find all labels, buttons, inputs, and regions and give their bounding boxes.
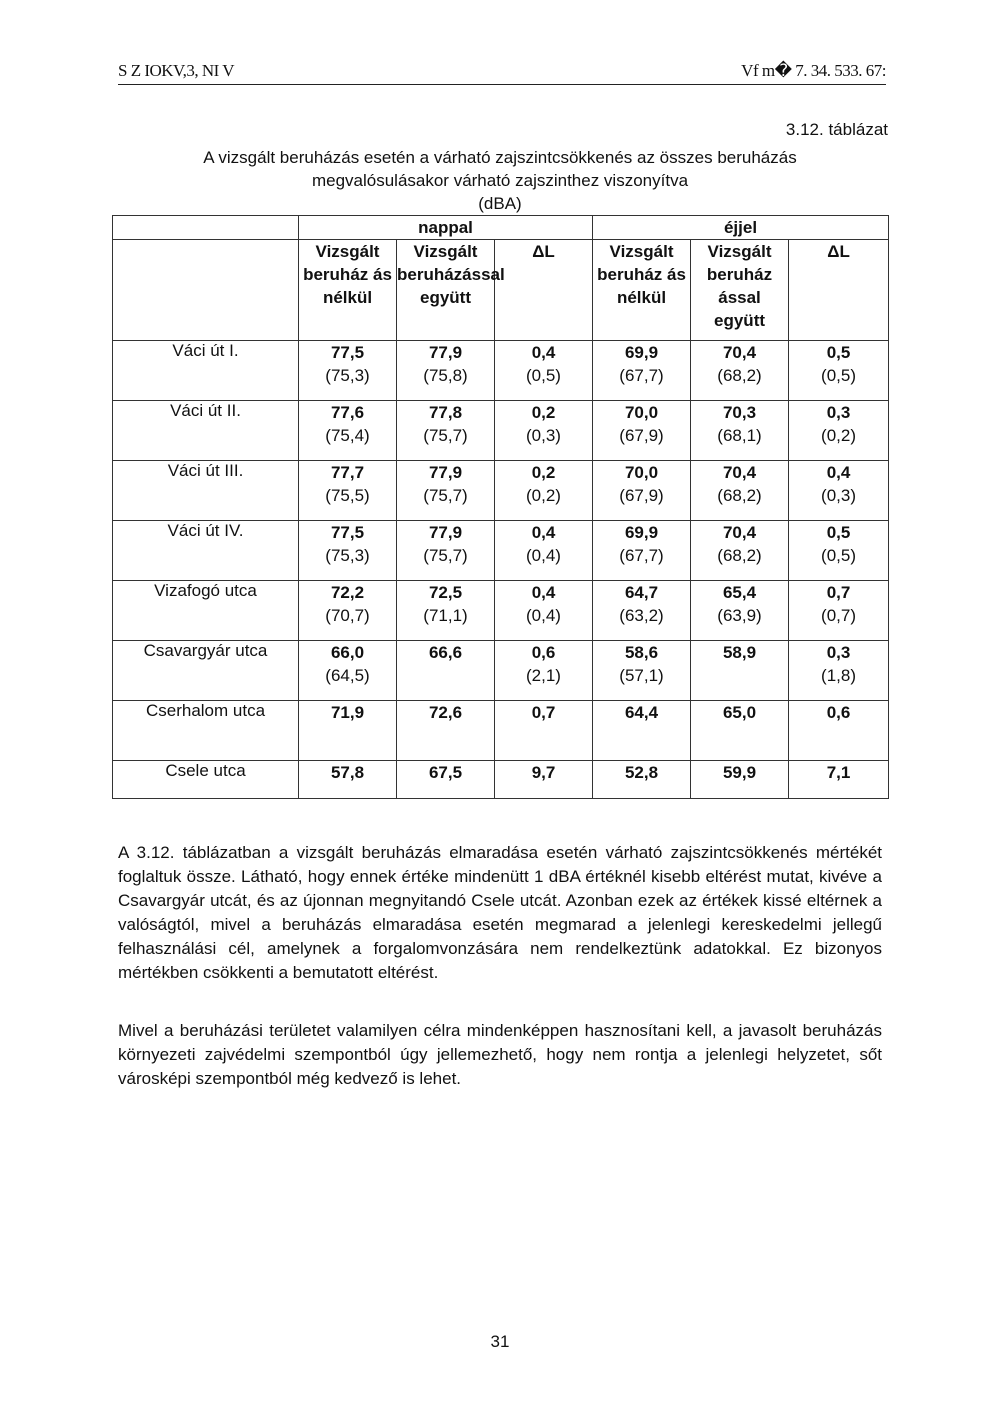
value-cell bbox=[593, 461, 691, 521]
cell-reference-value: (0,7) bbox=[821, 606, 856, 625]
header-right-text: Vf m� 7. 34. 533. 67: bbox=[741, 61, 886, 80]
cell-value: 66,0 bbox=[330, 643, 365, 662]
cell-value: 70,0 bbox=[624, 403, 659, 422]
cell-value: 0,7 bbox=[826, 583, 851, 602]
cell-value: 70,4 bbox=[722, 343, 757, 362]
cell-value: 0,7 bbox=[531, 703, 556, 722]
cell-reference-value: (68,2) bbox=[717, 546, 762, 565]
table-row bbox=[113, 521, 889, 581]
caption-line-2: megvalósulásakor várható zajszinthez viszonyítva bbox=[311, 171, 689, 190]
row-location-name: Vizafogó utca bbox=[113, 581, 299, 641]
table-row bbox=[113, 461, 889, 521]
row-location-name: Váci út III. bbox=[113, 461, 299, 521]
value-cell bbox=[299, 581, 397, 641]
cell-value: 77,6 bbox=[330, 403, 365, 422]
cell-value: 65,4 bbox=[722, 583, 757, 602]
cell-reference-value: (68,2) bbox=[717, 486, 762, 505]
cell-reference-value: (0,4) bbox=[526, 606, 561, 625]
group-header-night: éjjel bbox=[593, 216, 889, 240]
value-cell bbox=[495, 641, 593, 701]
row-location-name: Cserhalom utca bbox=[113, 701, 299, 761]
value-cell bbox=[593, 641, 691, 701]
value-cell bbox=[593, 521, 691, 581]
value-cell bbox=[299, 461, 397, 521]
cell-reference-value: (63,9) bbox=[717, 606, 762, 625]
value-cell bbox=[299, 641, 397, 701]
value-cell bbox=[593, 401, 691, 461]
value-cell bbox=[299, 701, 397, 761]
row-location-name: Váci út I. bbox=[113, 341, 299, 401]
group-header-day: nappal bbox=[299, 216, 593, 240]
cell-value: 0,4 bbox=[531, 523, 556, 542]
cell-reference-value: (0,3) bbox=[821, 486, 856, 505]
value-cell bbox=[299, 341, 397, 401]
cell-reference-value: (75,3) bbox=[325, 546, 370, 565]
cell-reference-value: (68,2) bbox=[717, 366, 762, 385]
row-location-name: Csele utca bbox=[113, 761, 299, 799]
cell-value: 0,4 bbox=[531, 583, 556, 602]
cell-value: 0,6 bbox=[531, 643, 556, 662]
value-cell bbox=[593, 581, 691, 641]
value-cell bbox=[397, 461, 495, 521]
cell-reference-value: (67,9) bbox=[619, 426, 664, 445]
value-cell bbox=[691, 341, 789, 401]
cell-value: 0,2 bbox=[531, 463, 556, 482]
cell-reference-value: (75,7) bbox=[423, 426, 468, 445]
cell-value: 0,5 bbox=[826, 343, 851, 362]
page-number: 31 bbox=[490, 1332, 510, 1351]
cell-reference-value: (75,3) bbox=[325, 366, 370, 385]
cell-value: 0,3 bbox=[826, 643, 851, 662]
cell-value: 72,6 bbox=[428, 703, 463, 722]
cell-reference-value: (0,5) bbox=[821, 546, 856, 565]
table-body bbox=[113, 341, 889, 799]
value-cell bbox=[495, 761, 593, 799]
value-cell bbox=[397, 641, 495, 701]
cell-reference-value: (1,8) bbox=[821, 666, 856, 685]
cell-value: 69,9 bbox=[624, 343, 659, 362]
cell-reference-value: (75,4) bbox=[325, 426, 370, 445]
cell-value: 77,9 bbox=[428, 523, 463, 542]
value-cell bbox=[495, 461, 593, 521]
cell-reference-value: (68,1) bbox=[717, 426, 762, 445]
value-cell bbox=[299, 761, 397, 799]
cell-value: 0,4 bbox=[531, 343, 556, 362]
cell-value: 9,7 bbox=[531, 763, 556, 782]
subheader-night-delta: ΔL bbox=[789, 240, 889, 341]
table-number-label: 3.12. táblázat bbox=[785, 120, 888, 139]
table-caption bbox=[112, 146, 888, 215]
cell-value: 0,4 bbox=[826, 463, 851, 482]
cell-value: 72,2 bbox=[330, 583, 365, 602]
empty-corner-cell bbox=[113, 216, 299, 240]
caption-line-3: (dBA) bbox=[478, 194, 522, 213]
value-cell bbox=[495, 341, 593, 401]
cell-reference-value: (75,8) bbox=[423, 366, 468, 385]
table-row bbox=[113, 581, 889, 641]
cell-value: 70,4 bbox=[722, 523, 757, 542]
cell-reference-value: (70,7) bbox=[325, 606, 370, 625]
cell-value: 77,7 bbox=[330, 463, 365, 482]
table-row bbox=[113, 761, 889, 799]
cell-reference-value: (0,4) bbox=[526, 546, 561, 565]
subheader-day-delta: ΔL bbox=[495, 240, 593, 341]
value-cell bbox=[397, 761, 495, 799]
subheader-night-with: Vizsgált beruház ással együtt bbox=[691, 240, 789, 341]
cell-value: 0,3 bbox=[826, 403, 851, 422]
cell-value: 64,4 bbox=[624, 703, 659, 722]
value-cell bbox=[691, 521, 789, 581]
cell-reference-value: (67,7) bbox=[619, 546, 664, 565]
value-cell bbox=[495, 581, 593, 641]
cell-value: 70,3 bbox=[722, 403, 757, 422]
value-cell bbox=[397, 701, 495, 761]
value-cell bbox=[789, 581, 889, 641]
cell-value: 77,9 bbox=[428, 343, 463, 362]
cell-reference-value: (0,5) bbox=[526, 366, 561, 385]
cell-reference-value: (0,3) bbox=[526, 426, 561, 445]
value-cell bbox=[397, 341, 495, 401]
value-cell bbox=[691, 581, 789, 641]
value-cell bbox=[397, 521, 495, 581]
value-cell bbox=[593, 341, 691, 401]
table-row bbox=[113, 401, 889, 461]
value-cell bbox=[789, 761, 889, 799]
table-row bbox=[113, 641, 889, 701]
cell-reference-value: (64,5) bbox=[325, 666, 370, 685]
cell-value: 65,0 bbox=[722, 703, 757, 722]
cell-reference-value: (57,1) bbox=[619, 666, 664, 685]
table-group-header-row bbox=[113, 216, 889, 240]
value-cell bbox=[397, 401, 495, 461]
cell-value: 70,4 bbox=[722, 463, 757, 482]
cell-value: 77,5 bbox=[330, 523, 365, 542]
value-cell bbox=[691, 641, 789, 701]
paragraph-2: Mivel a beruházási területet valamilyen célra mindenképpen hasznosítani kell, a javasolt beruházás környezeti zajvédelmi szempontból úgy jellemezhető, hogy nem rontja a jelenlegi helyzetet, sőt városképi szempontból még kedvező is lehet. bbox=[118, 1021, 882, 1088]
caption-line-1: A vizsgált beruházás esetén a várható zajszintcsökkenés az összes beruházás bbox=[203, 148, 797, 167]
cell-reference-value: (75,7) bbox=[423, 486, 468, 505]
cell-reference-value: (67,9) bbox=[619, 486, 664, 505]
value-cell bbox=[789, 461, 889, 521]
cell-value: 77,5 bbox=[330, 343, 365, 362]
cell-value: 7,1 bbox=[826, 763, 851, 782]
cell-reference-value: (0,2) bbox=[526, 486, 561, 505]
cell-value: 58,9 bbox=[722, 643, 757, 662]
value-cell bbox=[495, 521, 593, 581]
subheader-day-with: Vizsgált beruházással együtt bbox=[397, 240, 495, 341]
value-cell bbox=[789, 401, 889, 461]
value-cell bbox=[789, 521, 889, 581]
value-cell bbox=[299, 401, 397, 461]
value-cell bbox=[495, 401, 593, 461]
cell-value: 58,6 bbox=[624, 643, 659, 662]
value-cell bbox=[789, 641, 889, 701]
cell-reference-value: (75,5) bbox=[325, 486, 370, 505]
cell-value: 71,9 bbox=[330, 703, 365, 722]
cell-value: 57,8 bbox=[330, 763, 365, 782]
cell-reference-value: (75,7) bbox=[423, 546, 468, 565]
cell-value: 64,7 bbox=[624, 583, 659, 602]
paragraph-1: A 3.12. táblázatban a vizsgált beruházás elmaradása esetén várható zajszintcsökkenés mértékét foglaltuk össze. Látható, hogy ennek értéke mindenütt 1 dBA értéknél kisebb eltérést mutat, kivéve a Csavargyár utcát, és az újonnan megnyitandó Csele utcát. Azonban ezek az értékek kissé eltérnek a valóságtól, mivel a beruházás elmaradása esetén megmarad a jelenlegi kereskedelmi jellegű felhasználási cél, amelynek a forgalomvonzására nem rendelkeztünk adatokkal. Ez bizonyos mértékben csökkenti a bemutatott eltérést. bbox=[118, 843, 882, 982]
row-location-name: Váci út II. bbox=[113, 401, 299, 461]
empty-subheader-cell bbox=[113, 240, 299, 341]
value-cell bbox=[789, 341, 889, 401]
page-header bbox=[118, 60, 886, 85]
value-cell bbox=[495, 701, 593, 761]
table-subheader-row bbox=[113, 240, 889, 341]
cell-value: 59,9 bbox=[722, 763, 757, 782]
cell-reference-value: (71,1) bbox=[423, 606, 468, 625]
cell-reference-value: (63,2) bbox=[619, 606, 664, 625]
value-cell bbox=[691, 761, 789, 799]
cell-value: 0,5 bbox=[826, 523, 851, 542]
subheader-day-without: Vizsgált beruház ás nélkül bbox=[299, 240, 397, 341]
table-row bbox=[113, 341, 889, 401]
row-location-name: Csavargyár utca bbox=[113, 641, 299, 701]
cell-value: 52,8 bbox=[624, 763, 659, 782]
cell-value: 0,6 bbox=[826, 703, 851, 722]
value-cell bbox=[397, 581, 495, 641]
header-left-text: S Z IOKV,3, NI V bbox=[118, 61, 235, 80]
table-row bbox=[113, 701, 889, 761]
cell-value: 77,8 bbox=[428, 403, 463, 422]
value-cell bbox=[299, 521, 397, 581]
value-cell bbox=[691, 401, 789, 461]
cell-value: 72,5 bbox=[428, 583, 463, 602]
cell-reference-value: (0,5) bbox=[821, 366, 856, 385]
cell-value: 67,5 bbox=[428, 763, 463, 782]
cell-reference-value: (0,2) bbox=[821, 426, 856, 445]
cell-value: 0,2 bbox=[531, 403, 556, 422]
cell-value: 69,9 bbox=[624, 523, 659, 542]
cell-reference-value: (67,7) bbox=[619, 366, 664, 385]
value-cell bbox=[593, 761, 691, 799]
value-cell bbox=[691, 461, 789, 521]
cell-value: 77,9 bbox=[428, 463, 463, 482]
cell-value: 70,0 bbox=[624, 463, 659, 482]
noise-table bbox=[112, 215, 889, 799]
value-cell bbox=[789, 701, 889, 761]
cell-value: 66,6 bbox=[428, 643, 463, 662]
value-cell bbox=[691, 701, 789, 761]
subheader-night-without: Vizsgált beruház ás nélkül bbox=[593, 240, 691, 341]
row-location-name: Váci út IV. bbox=[113, 521, 299, 581]
value-cell bbox=[593, 701, 691, 761]
cell-reference-value: (2,1) bbox=[526, 666, 561, 685]
